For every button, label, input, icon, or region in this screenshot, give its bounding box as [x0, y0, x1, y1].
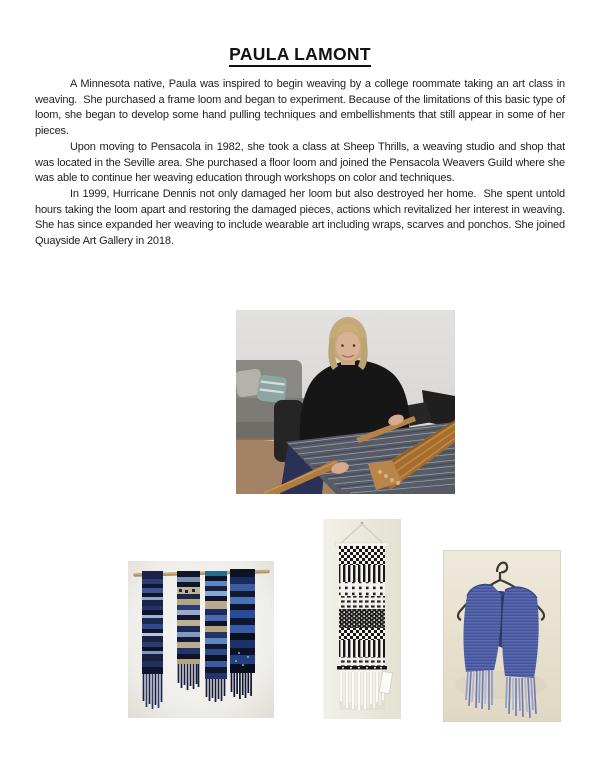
biography-text — [35, 77, 571, 250]
artwork-blue-scarf — [443, 550, 561, 722]
page-title-text: PAULA LAMONT — [229, 44, 371, 67]
artwork-blue-wall-hangings-art — [128, 561, 274, 718]
bio-paragraph-3: In 1999, Hurricane Dennis not only damaged her loom but also destroyed her home. She spent untold hours taking the loom apart and restoring the damaged pieces, actions which revitalized her interest in weaving. She has since expanded her weaving to include wearable art including wraps, scarves and ponchos. She joined Quayside Art Gallery in 2018. — [35, 187, 571, 248]
artwork-blue-scarf-art — [443, 550, 561, 722]
bio-paragraph-2: Upon moving to Pensacola in 1982, she took a class at Sheep Thrills, a weaving studio and shop that was located in the Seville area. She purchased a floor loom and joined the Pensacola Weavers Guild where she was able to continue her weaving education through workshops on color and techniques. — [35, 140, 568, 185]
woven-strip-4 — [230, 569, 255, 699]
artwork-bw-wall-hanging — [323, 519, 401, 719]
portrait-photo-art — [236, 310, 455, 494]
bio-paragraph-1: A Minnesota native, Paula was inspired to begin weaving by a college roommate taking an art class in weaving. She purchased a frame loom and began to experiment. Because of the limitations of this basic type of loom, she began to develop some hand pulling techniques and embellishments that still appear in some of her pieces. — [35, 78, 568, 138]
artwork-blue-wall-hangings — [128, 561, 274, 718]
portrait-photo — [236, 310, 455, 494]
page-title — [0, 31, 600, 68]
artwork-bw-wall-hanging-art — [323, 519, 401, 719]
hanging-rod — [335, 543, 389, 546]
woven-panel — [337, 546, 387, 672]
